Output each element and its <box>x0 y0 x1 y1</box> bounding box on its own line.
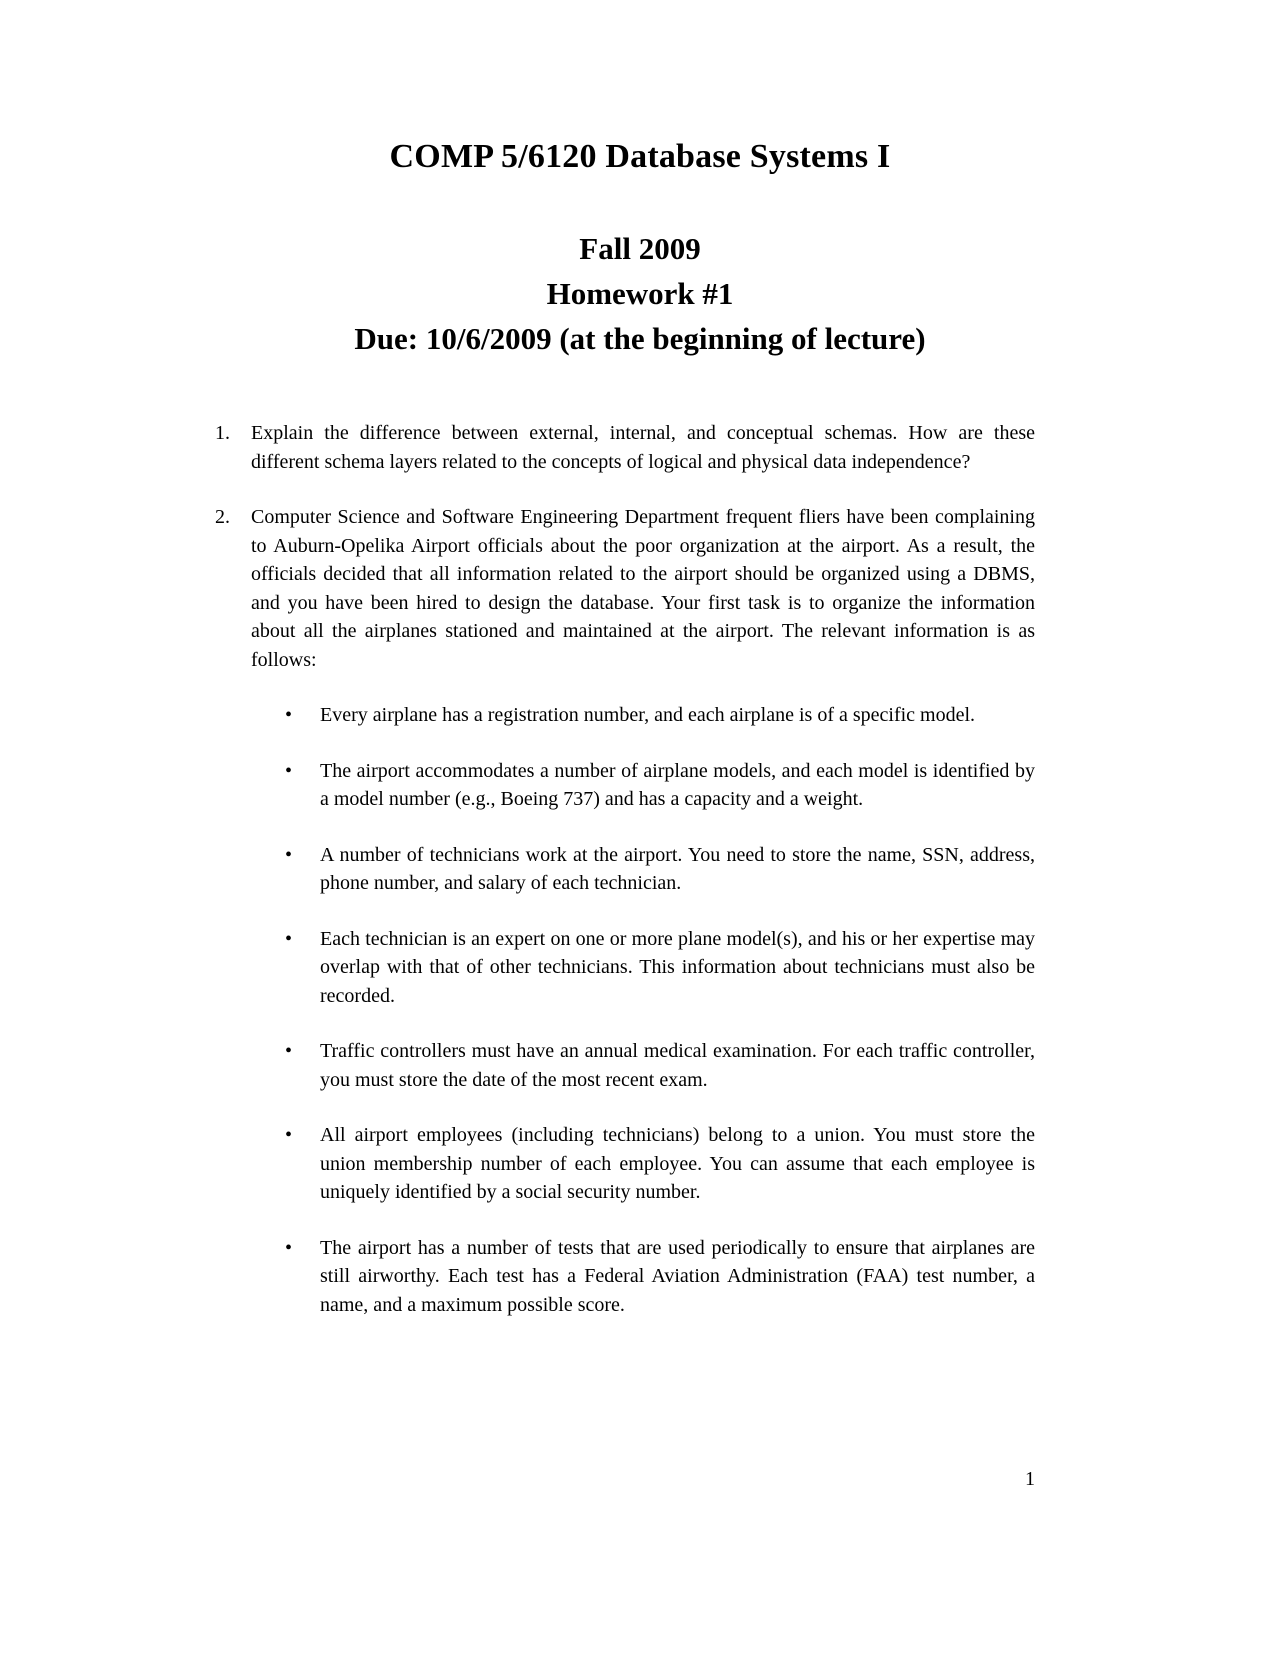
bullet-item <box>285 841 1035 898</box>
bullet-item <box>285 1234 1035 1320</box>
bullet-text: The airport accommodates a number of airplane models, and each model is identified by a model number (e.g., Boeing 737) and has a capacity and a weight. <box>320 759 1035 810</box>
subtitle-line-homework: Homework #1 <box>546 276 734 311</box>
question-item-2 <box>215 503 1035 674</box>
bullet-item <box>285 1037 1035 1094</box>
bullet-icon: • <box>285 1236 293 1259</box>
question-number: 1. <box>215 422 230 444</box>
document-title: COMP 5/6120 Database Systems I <box>389 138 891 175</box>
page-number: 1 <box>1025 1468 1035 1490</box>
question-text: Explain the difference between external, internal, and conceptual schemas. How are these different schema layers related to the concepts of logical and physical data independence? <box>251 422 1035 473</box>
subtitle-line-term: Fall 2009 <box>579 231 701 266</box>
bullet-icon: • <box>285 1124 293 1146</box>
bullet-list <box>285 701 1035 1319</box>
bullet-item <box>285 1121 1035 1207</box>
document-body <box>215 419 1035 1319</box>
bullet-text: Traffic controllers must have an annual medical examination. For each traffic controller, you must store the date of the most recent exam. <box>320 1040 1035 1091</box>
bullet-text: Every airplane has a registration number, and each airplane is of a specific model. <box>320 704 976 726</box>
question-item-1 <box>215 419 1035 476</box>
bullet-icon: • <box>285 843 293 866</box>
bullet-icon: • <box>285 704 293 726</box>
question-text: Computer Science and Software Engineering Department frequent fliers have been complaining to Auburn-Opelika Airport officials about the poor organization at the airport. As a result, the officials decided that all information related to the airport should be organized using a DBMS, and you have been hired to design the database. Your first task is to organize the information about all the airplanes stationed and maintained at the airport. The relevant information is as follows: <box>251 506 1035 671</box>
bullet-icon: • <box>285 1040 293 1062</box>
bullet-item <box>285 925 1035 1011</box>
bullet-item <box>285 757 1035 814</box>
bullet-text: The airport has a number of tests that are used periodically to ensure that airplanes are still airworthy. Each test has a Federal Aviation Administration (FAA) test number, a name, and a maximum possible score. <box>320 1236 1035 1316</box>
bullet-text: A number of technicians work at the airport. You need to store the name, SSN, address, phone number, and salary of each technician. <box>320 843 1035 894</box>
subtitle-line-due: Due: 10/6/2009 (at the beginning of lecture) <box>354 321 926 356</box>
bullet-text: All airport employees (including technicians) belong to a union. You must store the union membership number of each employee. You can assume that each employee is uniquely identified by a social security number. <box>320 1124 1035 1203</box>
bullet-icon: • <box>285 927 293 950</box>
question-number: 2. <box>215 506 230 528</box>
bullet-icon: • <box>285 759 293 782</box>
bullet-text: Each technician is an expert on one or more plane model(s), and his or her expertise may overlap with that of other technicians. This information about technicians must also be recorded. <box>320 927 1035 1007</box>
bullet-item <box>285 701 1035 730</box>
document-subtitle <box>0 226 1280 361</box>
